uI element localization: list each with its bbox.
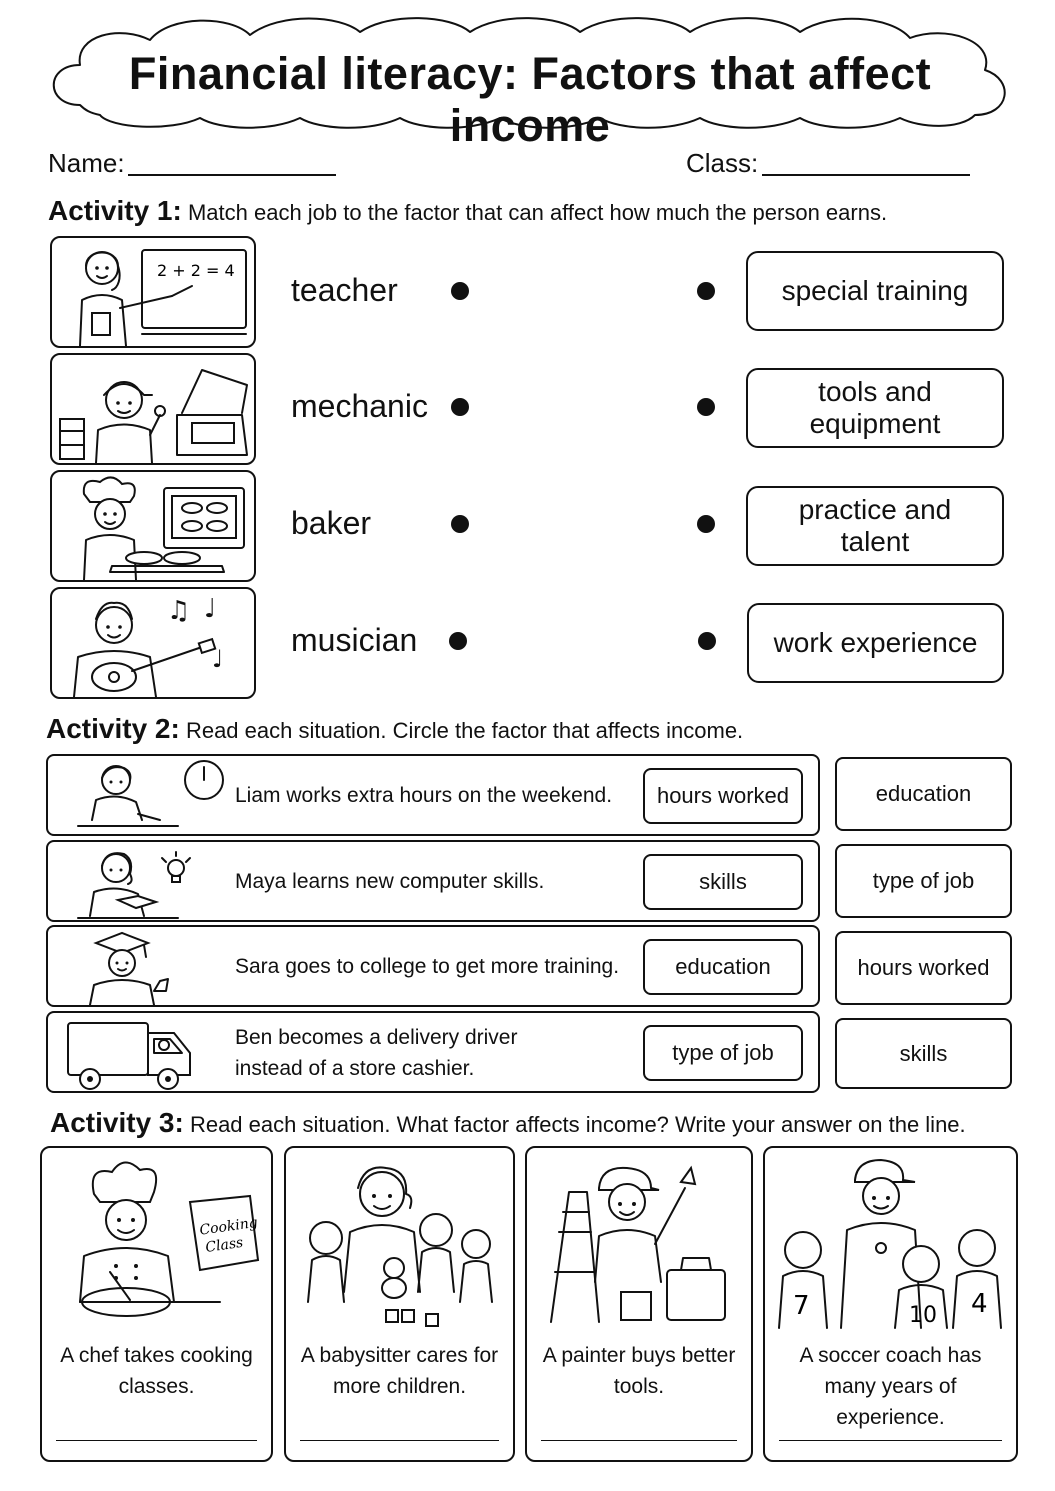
card-text-babysitter: A babysitter cares for more children. [300,1344,499,1398]
activity2-instruction: Read each situation. Circle the factor that affects income. [185,718,744,743]
baker-icon [52,472,254,580]
mechanic-icon [52,355,254,463]
musician-picture [50,587,256,699]
coach-icon [771,1152,1015,1332]
option-education-row1[interactable]: education [835,757,1012,831]
match-dot-practice-and-talent[interactable] [697,515,715,533]
activity1-header [48,195,887,227]
clock-desk-icon [68,758,238,834]
factor-work-experience: work experience [747,603,1004,683]
match-dot-work-experience[interactable] [698,632,716,650]
option-hours-worked-row1[interactable]: hours worked [643,768,803,824]
activity2-header [46,713,743,745]
option-type-of-job-row4[interactable]: type of job [643,1025,803,1081]
board-equation: 2 + 2 = 4 [157,261,235,280]
activity3-header [50,1107,966,1139]
situation-card-chef [40,1146,273,1462]
option-skills-row4[interactable]: skills [835,1018,1012,1089]
activity1-label: Activity 1: [48,195,182,226]
match-dot-mechanic[interactable] [451,398,469,416]
situation-text-3: Sara goes to college to get more training. [235,955,620,978]
chef-icon [50,1152,265,1332]
match-dot-tools-and-equipment[interactable] [697,398,715,416]
match-dot-musician[interactable] [449,632,467,650]
lightbulb-reading-icon [68,844,238,920]
match-dot-special-training[interactable] [697,282,715,300]
card-text-painter: A painter buys better tools. [542,1344,736,1398]
option-skills-row2[interactable]: skills [643,854,803,910]
factor-special-training: special training [746,251,1004,331]
svg-text:Class: Class [204,1234,245,1256]
answer-line-chef[interactable] [56,1440,257,1441]
activity1-instruction: Match each job to the factor that can affect how much the person earns. [187,200,888,225]
jersey-number-7: 7 [793,1291,810,1321]
svg-text:♩: ♩ [204,594,217,624]
activity2-label: Activity 2: [46,713,180,744]
name-answer-line[interactable] [128,174,336,176]
situation-card-babysitter [284,1146,515,1462]
situation-row-3 [46,925,820,1007]
babysitter-icon [294,1152,509,1332]
match-dot-teacher[interactable] [451,282,469,300]
page-title: Financial literacy: Factors that affect income [128,48,932,151]
graduate-icon [68,929,238,1005]
situation-row-4 [46,1011,820,1093]
activity3-instruction: Read each situation. What factor affects income? Write your answer on the line. [189,1112,966,1137]
musician-icon [52,589,254,697]
situation-text-1: Liam works extra hours on the weekend. [235,784,613,807]
teacher-picture [50,236,256,348]
job-musician: musician [291,622,418,658]
jersey-number-10: 10 [909,1303,937,1328]
mechanic-picture [50,353,256,465]
painter-icon [535,1152,747,1332]
situation-card-coach [763,1146,1018,1462]
factor-practice-and-talent: practice and talent [746,486,1004,566]
situation-card-painter [525,1146,753,1462]
situation-text-4: Ben becomes a delivery driver instead of a store cashier. [235,1026,518,1080]
match-dot-baker[interactable] [451,515,469,533]
situation-row-1 [46,754,820,836]
factor-tools-and-equipment: tools and equipment [746,368,1004,448]
class-answer-line[interactable] [762,174,970,176]
svg-text:♫: ♫ [167,596,191,626]
teacher-icon [52,238,254,346]
answer-line-coach[interactable] [779,1440,1002,1441]
svg-text:♩: ♩ [212,645,224,673]
jersey-number-4: 4 [971,1289,988,1319]
answer-line-babysitter[interactable] [300,1440,499,1441]
delivery-truck-icon [64,1017,214,1093]
class-label: Class: [686,148,759,178]
svg-text:Cooking: Cooking [198,1214,259,1239]
option-education-row3[interactable]: education [643,939,803,995]
job-mechanic: mechanic [291,388,428,424]
card-text-chef: A chef takes cooking classes. [60,1344,253,1398]
job-teacher: teacher [291,272,398,308]
option-hours-worked-row3[interactable]: hours worked [835,931,1012,1005]
activity3-label: Activity 3: [50,1107,184,1138]
situation-row-2 [46,840,820,922]
option-type-of-job-row2[interactable]: type of job [835,844,1012,918]
job-baker: baker [291,505,372,541]
name-label: Name: [48,148,125,178]
card-text-coach: A soccer coach has many years of experience. [799,1344,982,1429]
situation-text-2: Maya learns new computer skills. [235,870,545,893]
baker-picture [50,470,256,582]
answer-line-painter[interactable] [541,1440,737,1441]
